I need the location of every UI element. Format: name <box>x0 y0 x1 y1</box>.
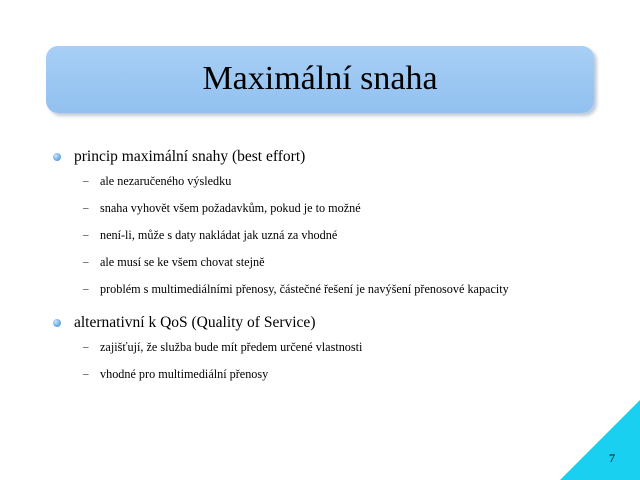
dash-icon: – <box>83 202 89 214</box>
corner-triangle-decoration <box>560 400 640 480</box>
dash-icon: – <box>83 283 89 295</box>
sub-item <box>52 281 622 308</box>
bullet-dot-icon <box>53 153 61 161</box>
bullet-item <box>52 146 622 170</box>
slide-title: Maximální snaha <box>202 59 438 97</box>
sub-item <box>52 254 622 281</box>
slide-content <box>52 146 622 393</box>
sub-item-text: není-li, může s daty nakládat jak uzná za vhodné <box>100 228 338 242</box>
bullet-item <box>52 312 622 336</box>
sub-item-text: vhodné pro multimediální přenosy <box>100 367 269 381</box>
sub-item <box>52 339 622 366</box>
slide-title-box <box>46 46 594 113</box>
bullet-text: princip maximální snahy (best effort) <box>74 148 306 165</box>
sub-item-text: ale nezaručeného výsledku <box>100 174 232 188</box>
dash-icon: – <box>83 229 89 241</box>
sub-list <box>52 173 622 308</box>
bullet-text: alternativní k QoS (Quality of Service) <box>74 314 316 331</box>
corner-triangle-shape <box>560 400 640 480</box>
dash-icon: – <box>83 368 89 380</box>
sub-item-text: snaha vyhovět všem požadavkům, pokud je to možné <box>100 201 361 215</box>
sub-item <box>52 173 622 200</box>
sub-item-text: zajišťují, že služba bude mít předem určené vlastnosti <box>100 340 363 354</box>
sub-item <box>52 200 622 227</box>
bullet-dot-icon <box>53 319 61 327</box>
sub-list <box>52 339 622 393</box>
sub-item-text: ale musí se ke všem chovat stejně <box>100 255 265 269</box>
sub-item <box>52 366 622 393</box>
sub-item <box>52 227 622 254</box>
dash-icon: – <box>83 256 89 268</box>
page-number: 7 <box>609 451 615 465</box>
dash-icon: – <box>83 341 89 353</box>
dash-icon: – <box>83 175 89 187</box>
sub-item-text: problém s multimediálními přenosy, částečné řešení je navýšení přenosové kapacity <box>100 282 509 296</box>
